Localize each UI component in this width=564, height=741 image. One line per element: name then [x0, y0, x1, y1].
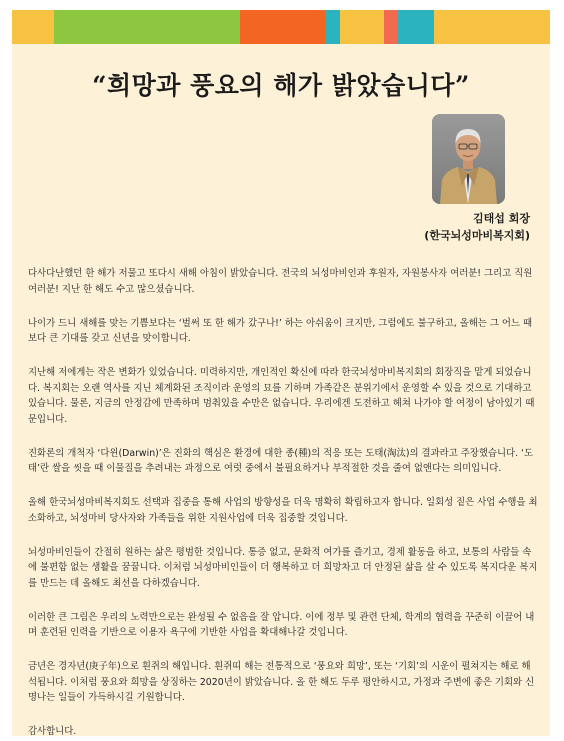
paragraph: 뇌성마비인들이 간절히 원하는 삶은 평범한 것입니다. 통증 없고, 문화적 여가를 즐기고, 경제 활동을 하고, 보통의 사람들 속에 불편함 없는 생활을 꿈꿉니다. 이처럼 뇌성마비인들이 더 행복하고 더 희망차고 더 안정된 삶을 살 수 있도록 복지다운 복지를 만드는 데 올해도 최선을 다하겠습니다. — [28, 546, 538, 589]
letter-body — [28, 266, 538, 736]
author-organization: (한국뇌성마비복지회) — [424, 229, 530, 242]
stripe-segment — [240, 10, 325, 44]
author-name: 김태섭 회장 — [473, 212, 530, 225]
newsletter-sheet — [12, 10, 550, 736]
color-stripe-banner — [12, 10, 550, 44]
paragraph: 진화론의 개척자 ‘다윈(Darwin)’은 진화의 핵심은 환경에 대한 종(種)의 적응 또는 도태(淘汰)의 결과라고 주장했습니다. ‘도태’란 쌀을 씻을 때 이물질을 추려내는 과정으로 여럿 중에서 불필요하거나 부적절한 것을 줄여 없앤다는 의미입니다. — [28, 447, 534, 474]
stripe-segment — [434, 10, 550, 44]
paragraph: 지난해 저에게는 작은 변화가 있었습니다. 미력하지만, 개인적인 확신에 따라 한국뇌성마비복지회의 회장직을 맡게 되었습니다. 복지회는 오랜 역사를 지닌 체계화된 조직이라 운영의 묘를 기하며 가족같은 분위기에서 운영할 수 있을 것으로 기대하고 있습니다. 물론, 지금의 안정감에 만족하며 멈춰있을 수만은 없습니다. 우리에겐 도전하고 헤쳐 나가야 할 여정이 남아있기 때문입니다. — [28, 367, 535, 425]
paragraph: 이러한 큰 그림은 우리의 노력만으로는 완성될 수 없음을 잘 압니다. 이에 정부 및 관련 단체, 학계의 협력을 꾸준히 이끌어 내며 훈련된 인력을 기반으로 이용자 욕구에 기반한 사업을 확대해나갈 것입니다. — [28, 611, 535, 638]
paragraph: 다사다난했던 한 해가 저물고 또다시 새해 아침이 밝았습니다. 전국의 뇌성마비인과 후원자, 자원봉사자 여러분! 그리고 직원 여러분! 지난 한 해도 수고 많으셨습니다. — [28, 268, 533, 295]
author-photo — [432, 114, 505, 204]
stripe-segment — [54, 10, 240, 44]
stripe-segment — [325, 10, 340, 44]
stripe-segment — [384, 10, 398, 44]
stripe-segment — [398, 10, 434, 44]
paragraph: 올해 한국뇌성마비복지회도 선택과 집중을 통해 사업의 방향성을 더욱 명확히 확립하고자 합니다. 일회성 짙은 사업 수행을 최소화하고, 뇌성마비 당사자와 가족들을 위한 지원사업에 더욱 집중할 것입니다. — [28, 497, 538, 524]
paragraph: 금년은 경자년(庚子年)으로 흰쥐의 해입니다. 흰쥐띠 해는 전통적으로 ‘풍요와 희망’, 또는 ‘기회’의 시운이 펼쳐지는 해로 해석됩니다. 이처럼 풍요와 희망을 상징하는 2020년이 밝았습니다. 올 한 해도 두루 평안하시고, 가정과 주변에 좋은 기회와 신명나는 일들이 가득하시길 기원합니다. — [28, 661, 535, 703]
paragraph: 나이가 드니 새해를 맞는 기쁨보다는 ‘벌써 또 한 해가 갔구나!’ 하는 아쉬움이 크지만, 그럼에도 불구하고, 올해는 그 어느 때보다 큰 기대를 갖고 신년을 맞이합니다. — [28, 317, 533, 344]
person-photo-icon — [432, 114, 505, 204]
stripe-segment — [340, 10, 384, 44]
author-signature — [424, 210, 530, 244]
page-title: “희망과 풍요의 해가 밝았습니다” — [92, 71, 470, 100]
stripe-segment — [12, 10, 54, 44]
closing-remark: 감사합니다. — [28, 726, 77, 736]
